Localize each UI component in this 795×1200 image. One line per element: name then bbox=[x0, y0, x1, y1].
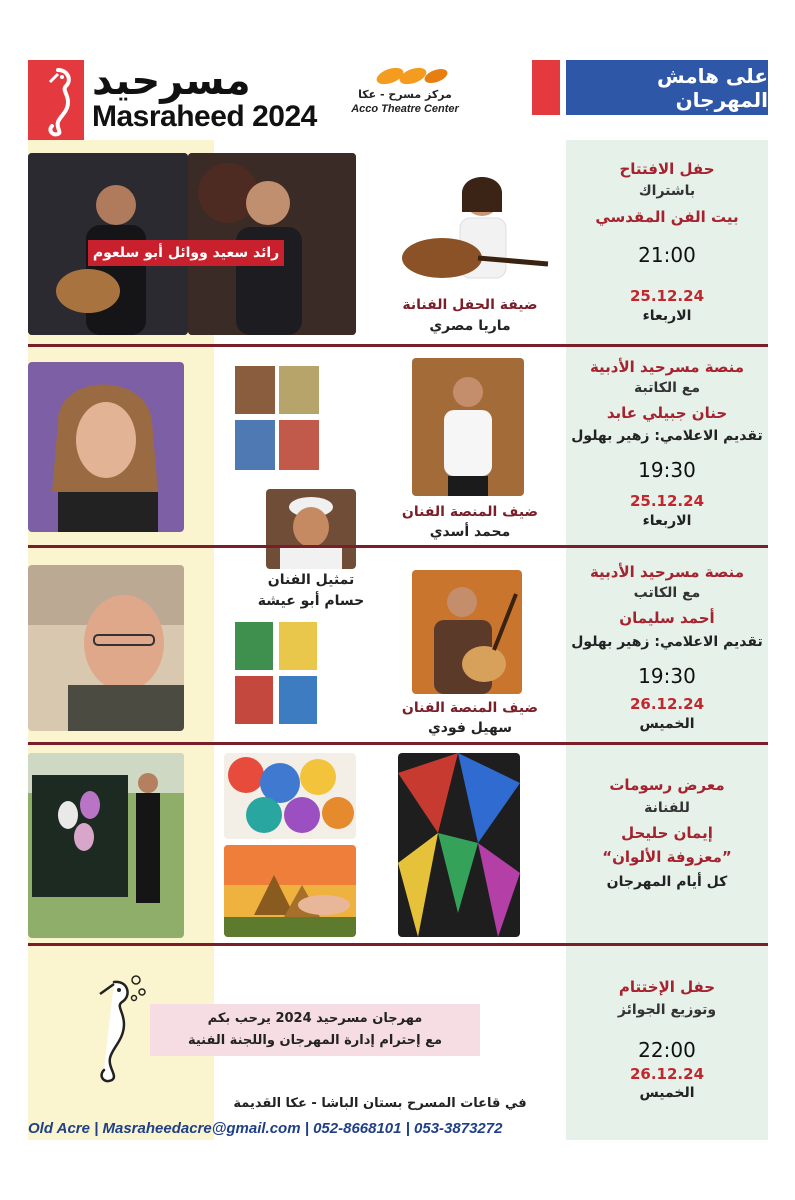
painter-photo bbox=[28, 753, 184, 938]
guest-name: محمد أسدي bbox=[429, 524, 511, 540]
actor-photo bbox=[266, 489, 356, 569]
event-title: منصة مسرحيد الأدبية bbox=[589, 563, 745, 581]
event-day: الخميس bbox=[639, 1085, 695, 1101]
event-subtitle: مع الكاتبة bbox=[633, 380, 701, 396]
event-date: 26.12.24 bbox=[629, 695, 705, 713]
event-time: 21:00 bbox=[638, 243, 696, 267]
speaker-photo bbox=[412, 358, 524, 496]
event-host: تقديم الاعلامي: زهير بهلول bbox=[571, 428, 763, 444]
author-photo bbox=[28, 362, 184, 532]
event-subtitle: وتوزيع الجوائز bbox=[617, 1002, 717, 1018]
guest-label: ضيف المنصة الفنان bbox=[401, 504, 539, 520]
section-divider bbox=[28, 742, 768, 745]
acco-english: Acco Theatre Center bbox=[351, 103, 459, 115]
guest-singer-photo bbox=[392, 162, 552, 290]
contact-footer: Old Acre | Masraheedacre@gmail.com | 052-8668101 | 053-3873272 bbox=[28, 1120, 503, 1137]
painting-circles bbox=[224, 753, 356, 839]
brand-arabic: مسرحيد bbox=[92, 58, 251, 104]
painting-abstract bbox=[398, 753, 520, 937]
event-title: معرض رسومات bbox=[609, 776, 725, 794]
event-title: حفل الإختتام bbox=[618, 978, 716, 996]
section-divider bbox=[28, 943, 768, 946]
event-time: 19:30 bbox=[638, 458, 696, 482]
acting-label: تمثيل الفنان bbox=[267, 572, 355, 588]
section-divider bbox=[28, 545, 768, 548]
section-divider bbox=[28, 344, 768, 347]
event-day: الاربعاء bbox=[642, 513, 692, 529]
event-time: 22:00 bbox=[638, 1038, 696, 1062]
event-day: الاربعاء bbox=[642, 308, 692, 324]
acting-name: حسام أبو عيشة bbox=[257, 593, 365, 609]
event-artist: إيمان حليحل bbox=[621, 824, 713, 842]
welcome-line-1: مهرجان مسرحيد 2024 يرحب بكم bbox=[207, 1011, 423, 1026]
seahorse-logo-icon bbox=[28, 60, 84, 140]
guest-label: ضيف المنصة الفنان bbox=[401, 700, 539, 716]
guest-name: ماريا مصري bbox=[429, 318, 511, 334]
duo-name-banner: رائد سعيد ووائل أبو سلعوم bbox=[88, 240, 284, 266]
header-accent bbox=[532, 60, 560, 115]
welcome-line-2: مع إحترام إدارة المهرجان واللجنة الفنية bbox=[187, 1033, 443, 1048]
welcome-box bbox=[150, 1004, 480, 1056]
event-writer: حنان جبيلي عابد bbox=[606, 404, 728, 422]
event-partner: بيت الفن المقدسي bbox=[595, 208, 739, 226]
event-subtitle: للفنانة bbox=[644, 800, 690, 816]
event-time: 19:30 bbox=[638, 664, 696, 688]
event-title: منصة مسرحيد الأدبية bbox=[589, 358, 745, 376]
event-duration: كل أيام المهرجان bbox=[606, 874, 728, 890]
fringe-title: على هامش المهرجان bbox=[566, 60, 768, 115]
event-host: تقديم الاعلامي: زهير بهلول bbox=[571, 634, 763, 650]
event-subtitle: مع الكاتب bbox=[633, 585, 701, 601]
event-date: 25.12.24 bbox=[629, 492, 705, 510]
event-exhibit-name: ”معزوفة الألوان“ bbox=[602, 848, 732, 866]
event-subtitle: باشتراك bbox=[638, 183, 696, 199]
book-covers-2 bbox=[233, 620, 319, 726]
book-covers-1 bbox=[233, 364, 321, 472]
event-title: حفل الافتتاح bbox=[619, 160, 715, 178]
author-photo bbox=[28, 565, 184, 731]
brand-english: Masraheed 2024 bbox=[92, 100, 317, 133]
event-writer: أحمد سليمان bbox=[619, 609, 715, 627]
event-day: الخميس bbox=[639, 716, 695, 732]
guest-name: سهيل فودي bbox=[427, 720, 513, 736]
seahorse-illustration-icon bbox=[70, 968, 150, 1098]
acco-arabic: مركز مسرح - عكا bbox=[358, 88, 452, 101]
event-date: 26.12.24 bbox=[629, 1065, 705, 1083]
guitarist-photo bbox=[412, 570, 522, 694]
venue-line: في قاعات المسرح بستان الباشا - عكا القديمة bbox=[233, 1096, 527, 1111]
guest-label: ضيفة الحفل الفنانة bbox=[402, 297, 538, 313]
painting-pyramids bbox=[224, 845, 356, 937]
event-date: 25.12.24 bbox=[629, 287, 705, 305]
